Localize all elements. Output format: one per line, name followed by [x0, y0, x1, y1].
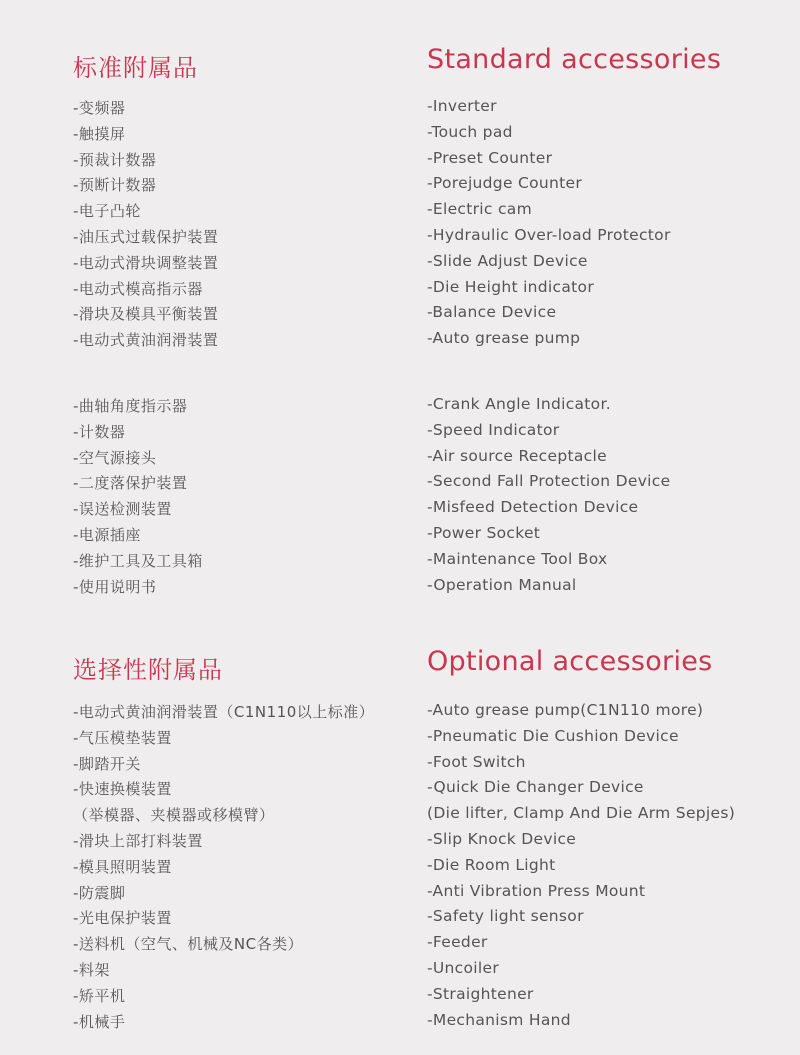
list-item: -Operation Manual	[427, 575, 577, 594]
list-item: -误送检测装置	[73, 500, 172, 519]
list-item: -使用说明书	[73, 577, 157, 596]
list-item: -光电保护装置	[73, 909, 172, 928]
list-item: -Preset Counter	[427, 148, 553, 167]
list-item: -预裁计数器	[73, 150, 157, 169]
list-item: -Foot Switch	[427, 752, 526, 771]
list-item: -模具照明装置	[73, 857, 172, 876]
list-item: -Slip Knock Device	[427, 829, 577, 848]
list-item: （举模器、夹模器或移模臂）	[73, 806, 275, 825]
list-item: -空气源接头	[73, 448, 157, 467]
list-item: -滑块上部打料装置	[73, 831, 203, 850]
list-item: -预断计数器	[73, 176, 157, 195]
list-item: -Mechanism Hand	[427, 1010, 571, 1029]
list-item: -油压式过载保护装置	[73, 227, 219, 246]
standard-heading-zh: 标准附属品	[73, 54, 198, 82]
standard-list-1-zh	[73, 96, 218, 354]
list-item: -Crank Angle Indicator.	[427, 395, 611, 413]
list-item: -Misfeed Detection Device	[427, 498, 639, 517]
list-item: -Die Height indicator	[427, 277, 594, 296]
list-item: -Pneumatic Die Cushion Device	[427, 726, 679, 745]
list-item: -矫平机	[73, 986, 126, 1005]
standard-heading-en: Standard accessories	[427, 44, 722, 75]
list-item: -计数器	[73, 422, 126, 441]
list-item: -Slide Adjust Device	[427, 251, 588, 270]
list-item: -气压模垫装置	[73, 728, 172, 747]
standard-list-2-zh	[73, 394, 203, 600]
list-item: -防震脚	[73, 883, 126, 902]
list-item: -变频器	[73, 99, 126, 117]
list-item: -Power Socket	[427, 523, 541, 542]
list-item: -电动式黄油润滑装置（C1N110以上标准）	[73, 703, 375, 721]
list-item: -Porejudge Counter	[427, 174, 583, 193]
list-item: -Straightener	[427, 984, 534, 1003]
list-item: -Uncoiler	[427, 958, 499, 977]
list-item: -电动式模高指示器	[73, 279, 203, 298]
list-item: -Maintenance Tool Box	[427, 549, 608, 568]
list-item: -Speed Indicator	[427, 420, 560, 439]
list-item: -Electric cam	[427, 200, 532, 219]
list-item: -电动式滑块调整装置	[73, 253, 219, 272]
standard-list-2-en	[427, 392, 670, 598]
list-item: (Die lifter, Clamp And Die Arm Sepjes)	[427, 804, 736, 823]
list-item: -送料机（空气、机械及NC各类）	[73, 935, 304, 954]
list-item: -Inverter	[427, 97, 497, 115]
list-item: -快速换模装置	[73, 780, 172, 799]
list-item: -Safety light sensor	[427, 907, 584, 926]
list-item: -Auto grease pump(C1N110 more)	[427, 701, 704, 719]
list-item: -曲轴角度指示器	[73, 397, 188, 415]
list-item: -Die Room Light	[427, 855, 556, 874]
list-item: -Quick Die Changer Device	[427, 778, 644, 797]
list-item: -电动式黄油润滑装置	[73, 331, 219, 350]
optional-list-zh	[73, 700, 374, 1035]
list-item: -Second Fall Protection Device	[427, 472, 671, 491]
list-item: -料架	[73, 960, 110, 979]
list-item: -触摸屏	[73, 124, 126, 143]
list-item: -机械手	[73, 1012, 126, 1031]
list-item: -Touch pad	[427, 122, 513, 141]
optional-list-en	[427, 698, 735, 1033]
optional-heading-en: Optional accessories	[427, 646, 713, 677]
list-item: -Hydraulic Over-load Protector	[427, 225, 671, 244]
list-item: -Anti Vibration Press Mount	[427, 881, 646, 900]
list-item: -二度落保护装置	[73, 474, 188, 493]
list-item: -脚踏开关	[73, 754, 141, 773]
standard-list-1-en	[427, 94, 671, 352]
list-item: -维护工具及工具箱	[73, 551, 203, 570]
list-item: -电子凸轮	[73, 202, 141, 221]
list-item: -Feeder	[427, 933, 488, 952]
list-item: -电源插座	[73, 525, 141, 544]
list-item: -Balance Device	[427, 303, 557, 322]
list-item: -Air source Receptacle	[427, 446, 607, 465]
optional-heading-zh: 选择性附属品	[73, 656, 223, 684]
list-item: -滑块及模具平衡装置	[73, 305, 219, 324]
list-item: -Auto grease pump	[427, 329, 581, 348]
